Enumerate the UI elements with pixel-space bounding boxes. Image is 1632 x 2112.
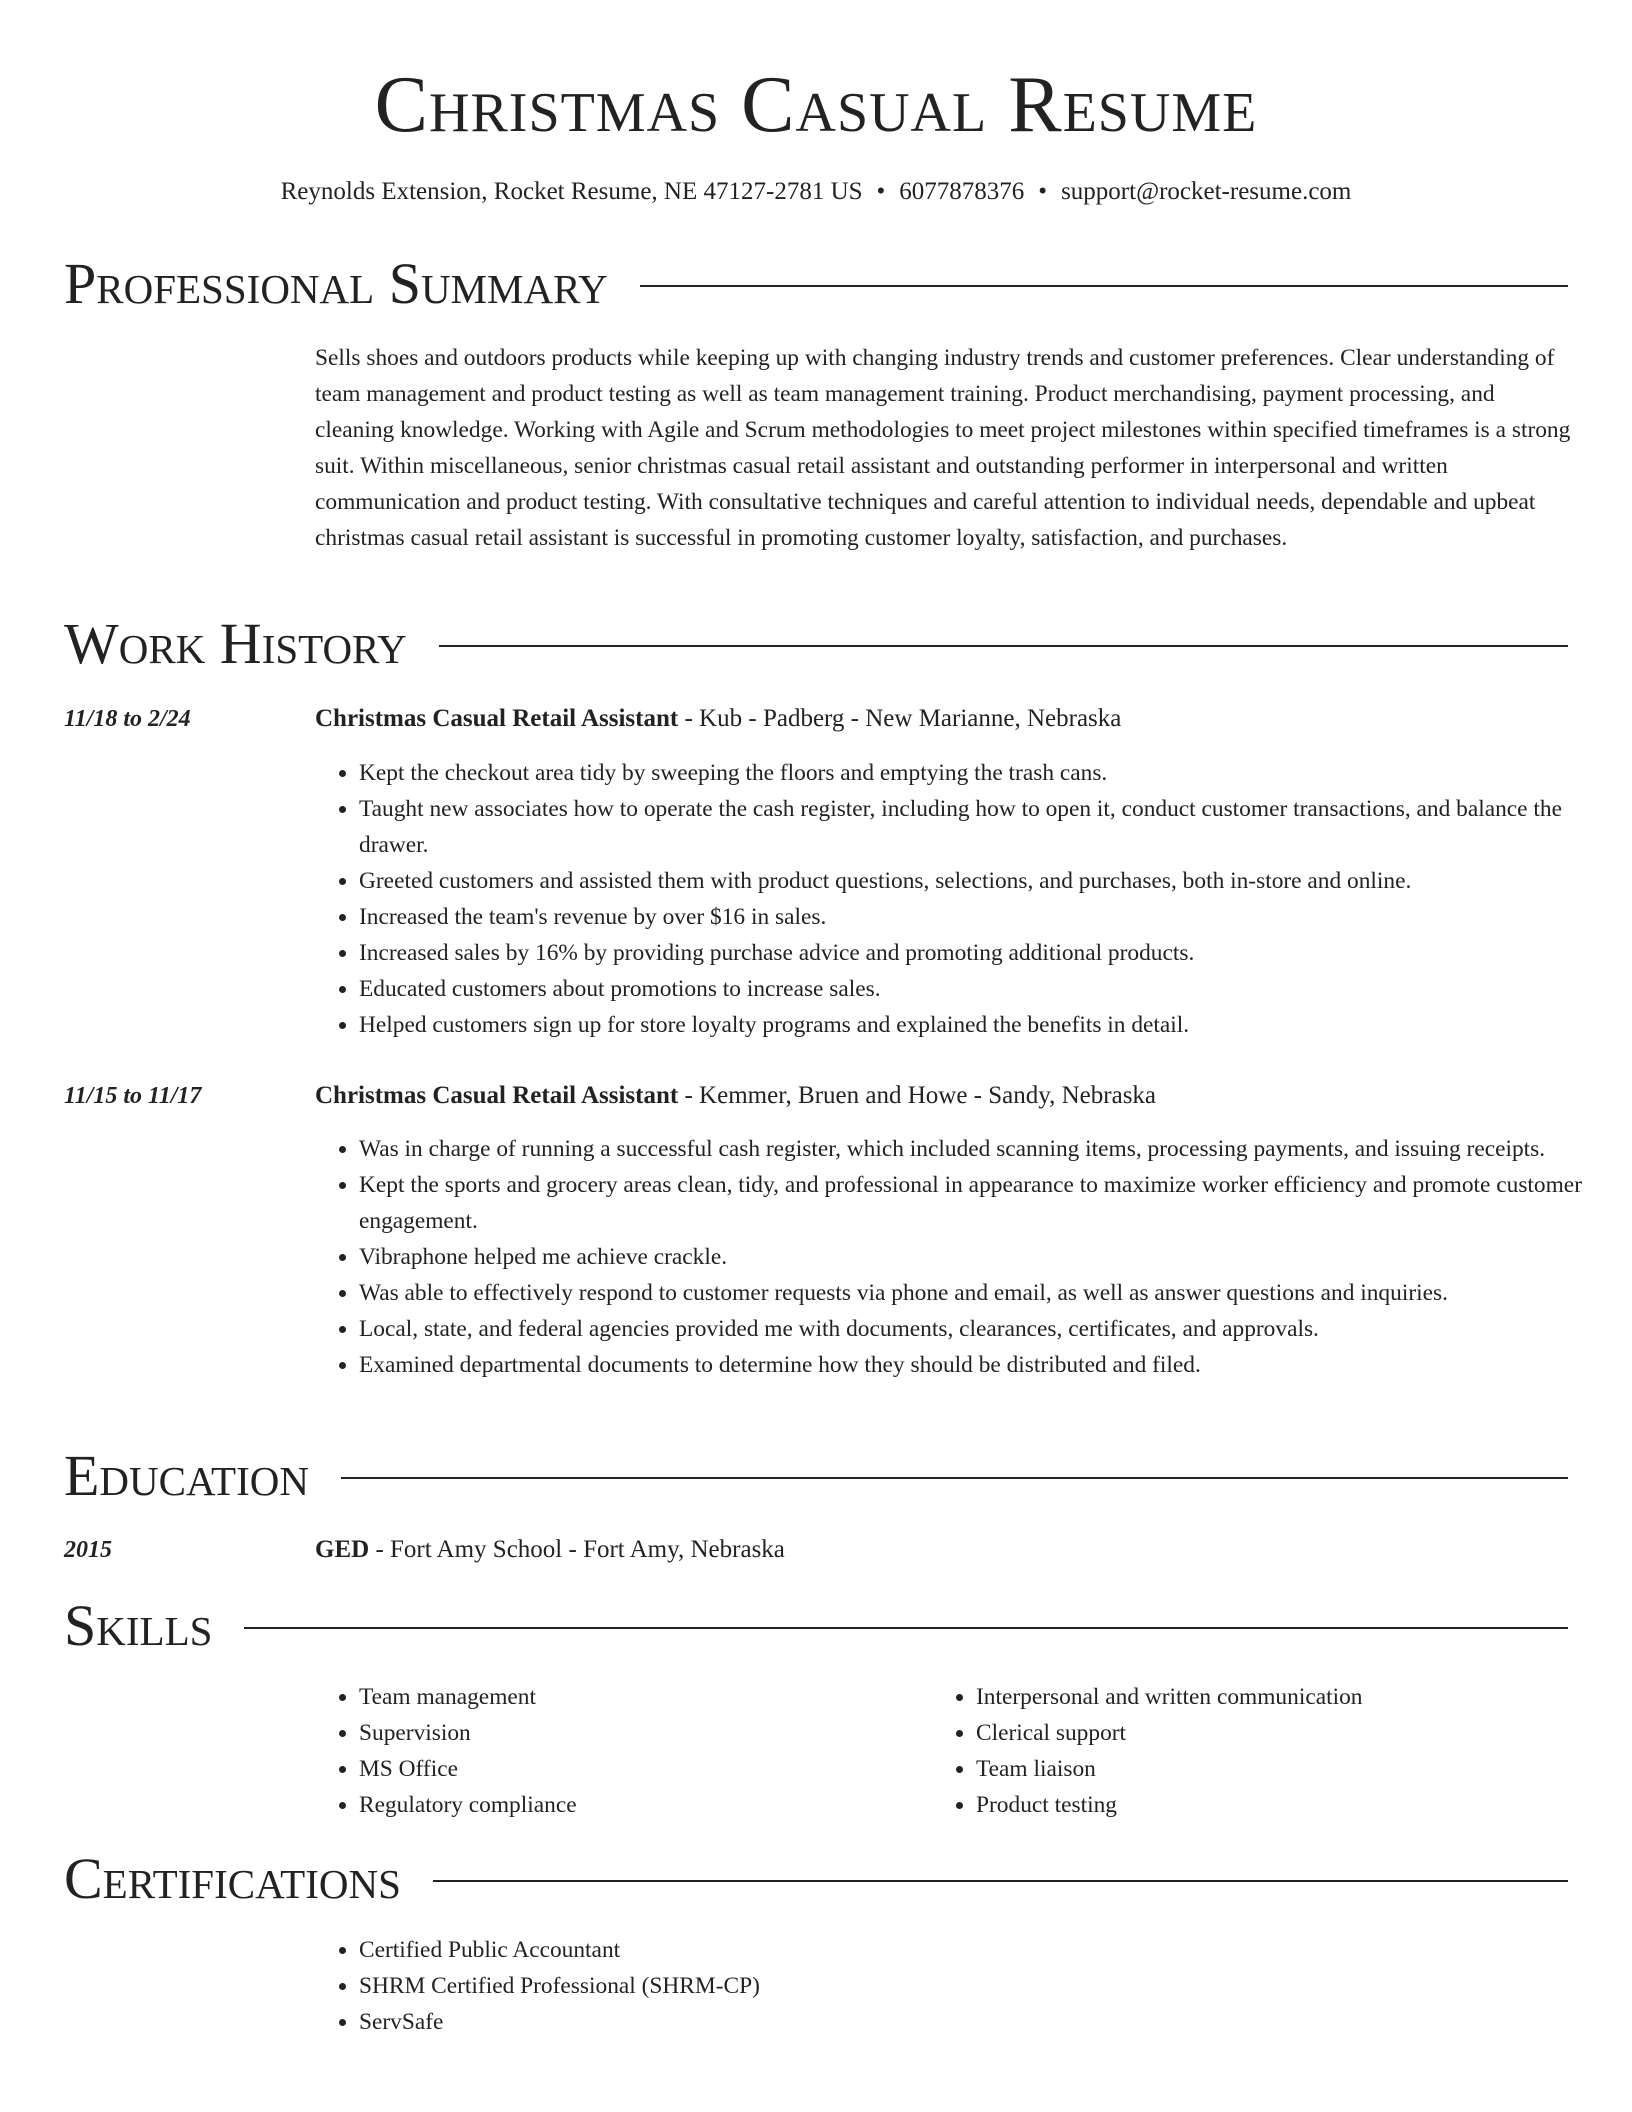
list-item: • Greeted customers and assisted them with product questions, selections, and purchases, both in-store and online. xyxy=(359,863,1615,899)
contact-line xyxy=(0,176,1632,208)
section-divider xyxy=(244,1627,1568,1629)
contact-phone: 6077878376 xyxy=(899,178,1025,205)
list-item: • Interpersonal and written communication xyxy=(976,1679,1536,1715)
section-title: Work History xyxy=(64,611,407,676)
list-item: • Was able to effectively respond to customer requests via phone and email, as well as answer questions and inquiries. xyxy=(359,1275,1615,1311)
section-header-education xyxy=(64,1444,1568,1508)
job-dates: 11/18 to 2/24 xyxy=(64,706,191,732)
list-item: • Clerical support xyxy=(976,1715,1536,1751)
education-degree: GED xyxy=(315,1536,370,1563)
list-item: • Local, state, and federal agencies provided me with documents, clearances, certificates, and approvals. xyxy=(359,1311,1615,1347)
list-item: • Examined departmental documents to determine how they should be distributed and filed. xyxy=(359,1347,1615,1383)
job-employer: - Kub - Padberg - New Marianne, Nebraska xyxy=(678,705,1122,732)
list-item: • Taught new associates how to operate the cash register, including how to open it, conduct customer transactions, and balance the drawer. xyxy=(359,791,1615,863)
job-bullets xyxy=(315,1131,1615,1383)
section-title: Education xyxy=(64,1443,309,1508)
section-title: Skills xyxy=(64,1593,213,1658)
summary-text: Sells shoes and outdoors products while keeping up with changing industry trends and customer preferences. Clear understanding of team management and product testing as well as team management training. Product merchandising, payment processing, and cleaning knowledge. Working with Agile and Scrum methodologies to meet project milestones within specified timeframes is a strong suit. Within miscellaneous, senior christmas casual retail assistant and outstanding performer in interpersonal and written communication and product testing. With consultative techniques and careful attention to individual needs, dependable and upbeat christmas casual retail assistant is successful in promoting customer loyalty, satisfaction, and purchases. xyxy=(315,345,1571,551)
certifications-list xyxy=(315,1932,1615,2040)
job-role: Christmas Casual Retail Assistant xyxy=(315,705,679,732)
list-item: • Team management xyxy=(359,1679,919,1715)
list-item: • Regulatory compliance xyxy=(359,1787,919,1823)
job-bullets xyxy=(315,755,1615,1043)
list-item: • Product testing xyxy=(976,1787,1536,1823)
list-item: • ServSafe xyxy=(359,2004,1615,2040)
list-item: • Kept the checkout area tidy by sweeping the floors and emptying the trash cans. xyxy=(359,755,1615,791)
section-divider xyxy=(439,645,1568,647)
section-header-work-history xyxy=(64,612,1568,676)
job-dates: 11/15 to 11/17 xyxy=(64,1083,202,1109)
section-divider xyxy=(433,1880,1568,1882)
section-title: Certifications xyxy=(64,1846,401,1911)
list-item: • Kept the sports and grocery areas clean, tidy, and professional in appearance to maximize worker efficiency and promote customer engagement. xyxy=(359,1167,1615,1239)
list-item: • Supervision xyxy=(359,1715,919,1751)
contact-email: support@rocket-resume.com xyxy=(1061,178,1352,205)
list-item: • Educated customers about promotions to increase sales. xyxy=(359,971,1615,1007)
section-divider xyxy=(341,1477,1568,1479)
list-item: • Helped customers sign up for store loyalty programs and explained the benefits in detail. xyxy=(359,1007,1615,1043)
contact-separator: • xyxy=(876,178,886,205)
section-title: Professional Summary xyxy=(64,251,608,316)
job-title-line xyxy=(315,701,1571,737)
skills-list-left xyxy=(315,1679,919,1823)
list-item: • Increased sales by 16% by providing purchase advice and promoting additional products. xyxy=(359,935,1615,971)
job-employer: - Kemmer, Bruen and Howe - Sandy, Nebraska xyxy=(678,1082,1157,1109)
education-year: 2015 xyxy=(64,1537,112,1563)
list-item: • Certified Public Accountant xyxy=(359,1932,1615,1968)
resume-name: Christmas Casual Resume xyxy=(374,61,1258,149)
list-item: • MS Office xyxy=(359,1751,919,1787)
contact-address: Reynolds Extension, Rocket Resume, NE 47127-2781 US xyxy=(280,178,863,205)
job-title-line xyxy=(315,1078,1571,1114)
list-item: • Vibraphone helped me achieve crackle. xyxy=(359,1239,1615,1275)
section-header-certifications xyxy=(64,1847,1568,1911)
list-item: • Team liaison xyxy=(976,1751,1536,1787)
section-header-skills xyxy=(64,1594,1568,1658)
list-item: • SHRM Certified Professional (SHRM-CP) xyxy=(359,1968,1615,2004)
list-item: • Was in charge of running a successful cash register, which included scanning items, processing payments, and issuing receipts. xyxy=(359,1131,1615,1167)
list-item: • Increased the team's revenue by over $16 in sales. xyxy=(359,899,1615,935)
section-header-summary xyxy=(64,252,1568,316)
skills-list-right xyxy=(932,1679,1536,1823)
education-school: - Fort Amy School - Fort Amy, Nebraska xyxy=(369,1536,785,1563)
job-role: Christmas Casual Retail Assistant xyxy=(315,1082,679,1109)
section-divider xyxy=(640,285,1568,287)
education-line xyxy=(315,1532,1571,1568)
contact-separator: • xyxy=(1038,178,1048,205)
